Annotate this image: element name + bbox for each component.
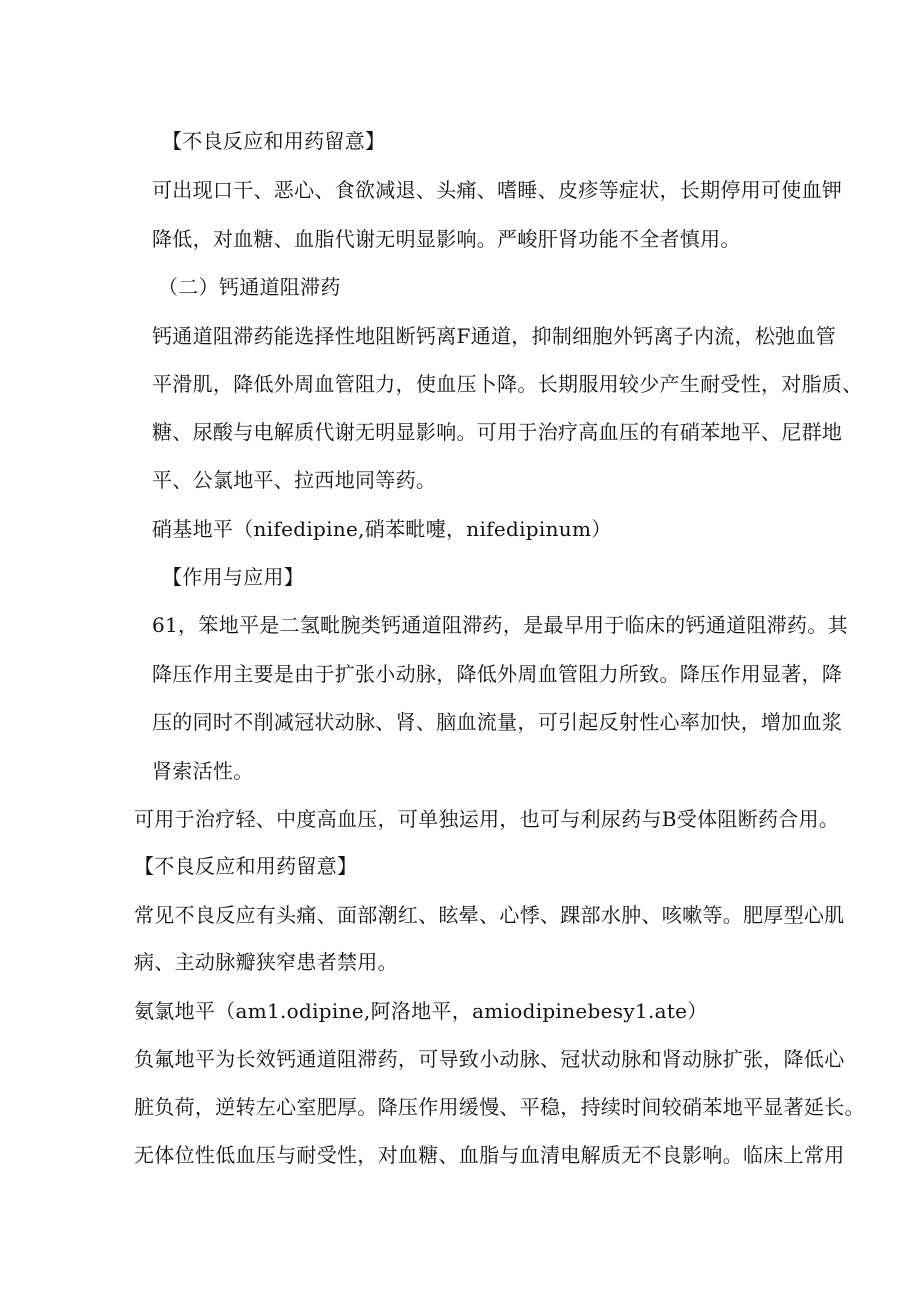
paragraph-line: 平滑肌，降低外周血管阻力，使血压卜降。长期服用较少产生耐受性，对脂质、 xyxy=(152,372,863,396)
paragraph-line: 脏负荷，逆转左心室肥厚。降压作用缓慢、平稳，持续时间较硝苯地平显著延长。 xyxy=(134,1095,865,1119)
heading-action-and-use: 【作用与应用】 xyxy=(162,565,305,589)
paragraph-line: 平、公氯地平、拉西地同等药。 xyxy=(152,468,437,492)
paragraph-line: 可出现口干、恶心、食欲减退、头痛、嗜睡、皮疹等症状，长期停用可使血钾 xyxy=(152,178,843,202)
paragraph-line: 降低，对血糖、血脂代谢无明显影响。严峻肝肾功能不全者慎用。 xyxy=(152,227,741,251)
paragraph-line: 压的同时不削减冠状动脉、肾、脑血流量，可引起反射性心率加快，增加血浆 xyxy=(152,710,843,734)
heading-adverse-reactions-2: 【不良反应和用药留意】 xyxy=(134,854,358,878)
paragraph-line: 可用于治疗轻、中度高血压，可单独运用，也可与利尿药与B受体阻断药合用。 xyxy=(134,807,840,831)
paragraph-line: 病、主动脉瓣狭窄患者禁用。 xyxy=(134,950,398,974)
paragraph-line: 糖、尿酸与电解质代谢无明显影响。可用于治疗高血压的有硝苯地平、尼群地 xyxy=(152,420,843,444)
drug-heading-amlodipine: 氨氯地平（am1.odipine,阿洛地平，amiodipinebesy1.ate） xyxy=(134,999,708,1023)
paragraph-line: 常见不良反应有头痛、面部潮红、眩晕、心悸、踝部水肿、咳嗽等。肥厚型心肌 xyxy=(134,903,845,927)
paragraph-line: 肾索活性。 xyxy=(152,759,254,783)
paragraph-line: 降压作用主要是由于扩张小动脉，降低外周血管阻力所致。降压作用显著，降 xyxy=(152,662,843,686)
paragraph-line: 无体位性低血压与耐受性，对血糖、血脂与血清电解质无不良影响。临床上常用 xyxy=(134,1143,845,1167)
heading-adverse-reactions-1: 【不良反应和用药留意】 xyxy=(162,129,386,153)
section-heading-calcium-channel-blockers: （二）钙通道阻滞药 xyxy=(158,275,341,299)
paragraph-line: 负氟地平为长效钙通道阻滞药，可导致小动脉、冠状动脉和肾动脉扩张，降低心 xyxy=(134,1047,845,1071)
paragraph-line: 61，笨地平是二氢毗腕类钙通道阻滞药，是最早用于临床的钙通道阻滞药。其 xyxy=(152,613,848,637)
drug-heading-nifedipine: 硝基地平（nifedipine,硝苯毗嚏，nifedipinum） xyxy=(152,517,612,541)
paragraph-line: 钙通道阻滞药能选择性地阻断钙离F通道，抑制细胞外钙离子内流，松弛血管 xyxy=(152,324,837,348)
